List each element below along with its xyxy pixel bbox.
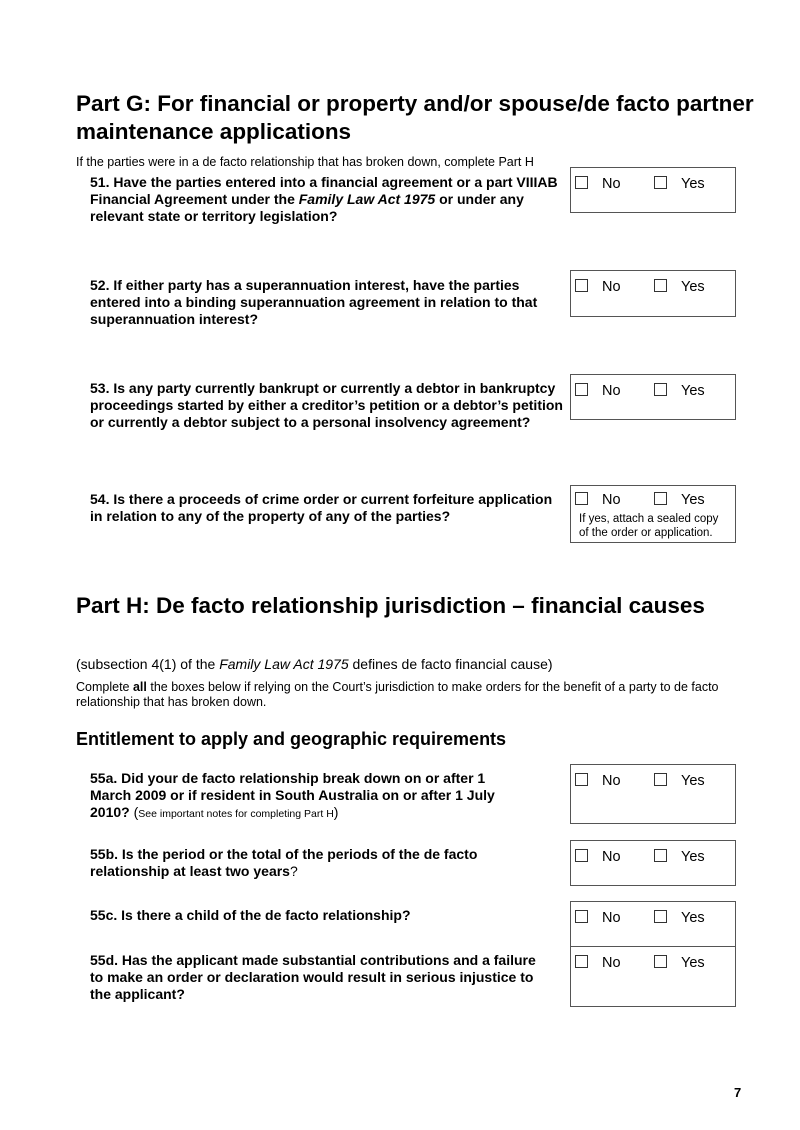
section-heading: Entitlement to apply and geographic requirements <box>76 729 507 749</box>
checkbox-icon[interactable] <box>575 910 588 923</box>
answer-box-55c <box>570 901 736 947</box>
checkbox-icon[interactable] <box>654 849 667 862</box>
part-h-title: Part H: De facto relationship jurisdiction – financial causes <box>76 593 705 618</box>
part-h-subtitle: (subsection 4(1) of the Family Law Act 1975 defines de facto financial cause) <box>76 656 553 672</box>
checkbox-icon[interactable] <box>654 955 667 968</box>
question-55b: 55b. Is the period or the total of the periods of the de facto relationship at least two years? <box>90 846 478 879</box>
answer-box-55a <box>570 764 736 824</box>
no-option-52[interactable]: No <box>575 279 621 295</box>
no-option-54[interactable]: No <box>575 492 621 508</box>
yes-option-54[interactable]: Yes <box>654 492 705 508</box>
no-option-55b[interactable]: No <box>575 849 621 865</box>
yes-option-52[interactable]: Yes <box>654 279 705 295</box>
checkbox-icon[interactable] <box>575 849 588 862</box>
yes-option-53[interactable]: Yes <box>654 383 705 399</box>
no-option-51[interactable]: No <box>575 176 621 192</box>
no-option-55c[interactable]: No <box>575 910 621 926</box>
question-52: 52. If either party has a superannuation interest, have the parties entered into a binding superannuation agreement in relation to that superannuation interest? <box>90 277 538 327</box>
checkbox-icon[interactable] <box>575 773 588 786</box>
no-option-55a[interactable]: No <box>575 773 621 789</box>
no-option-53[interactable]: No <box>575 383 621 399</box>
question-55c: 55c. Is there a child of the de facto relationship? <box>90 907 411 923</box>
part-g-title: Part G: For financial or property and/or spouse/de facto partner maintenance applications <box>76 91 754 144</box>
question-55d: 55d. Has the applicant made substantial contributions and a failure to make an order or declaration would result in serious injustice to the applicant? <box>90 952 536 1002</box>
checkbox-icon[interactable] <box>654 773 667 786</box>
part-g-instruction: If the parties were in a de facto relationship that has broken down, complete Part H <box>76 155 534 169</box>
checkbox-icon[interactable] <box>575 176 588 189</box>
question-55a: 55a. Did your de facto relationship break down on or after 1 March 2009 or if resident in South Australia on or after 1 July 2010? (See important notes for completing Part H) <box>90 770 495 820</box>
checkbox-icon[interactable] <box>654 383 667 396</box>
answer-box-55b <box>570 840 736 886</box>
no-option-55d[interactable]: No <box>575 955 621 971</box>
checkbox-icon[interactable] <box>575 383 588 396</box>
note-54: If yes, attach a sealed copy of the order or application. <box>579 513 719 539</box>
question-51: 51. Have the parties entered into a financial agreement or a part VIIIAB Financial Agreement under the Family Law Act 1975 or under any relevant state or territory legislation? <box>90 174 558 224</box>
checkbox-icon[interactable] <box>575 955 588 968</box>
answer-box-53 <box>570 374 736 420</box>
yes-option-55a[interactable]: Yes <box>654 773 705 789</box>
page-number: 7 <box>734 1085 742 1100</box>
answer-box-55d <box>570 946 736 1007</box>
checkbox-icon[interactable] <box>654 176 667 189</box>
checkbox-icon[interactable] <box>575 492 588 505</box>
answer-box-51 <box>570 167 736 213</box>
checkbox-icon[interactable] <box>575 279 588 292</box>
checkbox-icon[interactable] <box>654 910 667 923</box>
yes-option-55c[interactable]: Yes <box>654 910 705 926</box>
answer-box-52 <box>570 270 736 317</box>
checkbox-icon[interactable] <box>654 279 667 292</box>
answer-box-54 <box>570 485 736 543</box>
yes-option-55d[interactable]: Yes <box>654 955 705 971</box>
question-53: 53. Is any party currently bankrupt or currently a debtor in bankruptcy proceedings started by either a creditor’s petition or a debtor’s petition or currently a debtor subject to a personal insolvency agreement? <box>90 380 563 430</box>
yes-option-55b[interactable]: Yes <box>654 849 705 865</box>
part-h-instruction: Complete all the boxes below if relying on the Court’s jurisdiction to make orders for the benefit of a party to de facto relationship that has broken down. <box>76 680 719 709</box>
checkbox-icon[interactable] <box>654 492 667 505</box>
question-54: 54. Is there a proceeds of crime order or current forfeiture application in relation to any of the property of any of the parties? <box>90 491 553 524</box>
yes-option-51[interactable]: Yes <box>654 176 705 192</box>
